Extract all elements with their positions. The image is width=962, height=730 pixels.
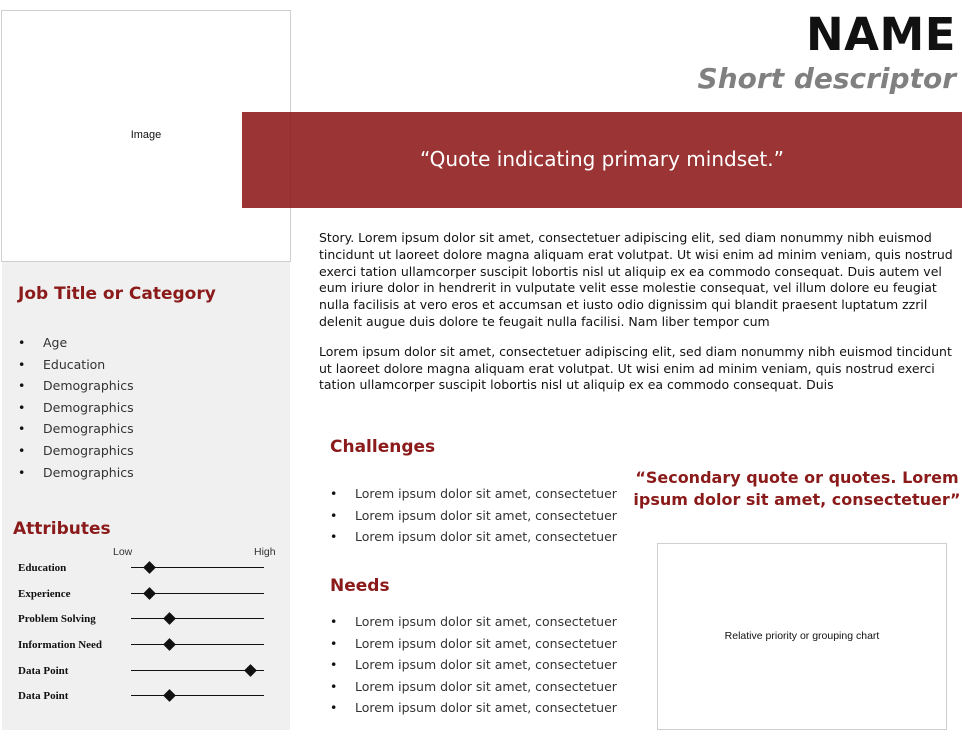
attribute-row bbox=[2, 664, 290, 684]
challenge-item: • Lorem ipsum dolor sit amet, consectetuer bbox=[330, 526, 617, 548]
attribute-row bbox=[2, 587, 290, 607]
attribute-label: Data Point bbox=[18, 665, 69, 677]
attribute-marker bbox=[244, 664, 257, 677]
challenges-list bbox=[330, 483, 617, 548]
attribute-label: Experience bbox=[18, 588, 71, 600]
challenges-title: Challenges bbox=[330, 437, 436, 457]
attribute-label: Education bbox=[18, 562, 67, 574]
attribute-marker bbox=[143, 561, 156, 574]
story-paragraph: Lorem ipsum dolor sit amet, consectetuer adipiscing elit, sed diam nonummy nibh euismod tincidunt ut laoreet dolore magna aliquam erat volutpat. Ut wisi enim ad minim veniam, quis nostrud exerci tation ullamcorper suscipit lobortis nisl ut aliquip ex ea commodo consequat. Duis bbox=[319, 343, 952, 393]
attribute-marker bbox=[163, 612, 176, 625]
persona-name: NAME bbox=[805, 8, 956, 61]
demographic-item: • Demographics bbox=[18, 375, 134, 397]
attribute-label: Problem Solving bbox=[18, 613, 96, 625]
attribute-marker bbox=[143, 587, 156, 600]
scale-high-label: High bbox=[254, 546, 276, 558]
attribute-track bbox=[131, 644, 264, 645]
scale-low-label: Low bbox=[113, 546, 133, 558]
story-paragraph: Story. Lorem ipsum dolor sit amet, consectetuer adipiscing elit, sed diam nonummy nibh euismod tincidunt ut laoreet dolore magna aliquam erat volutpat. Ut wisi enim ad minim veniam, quis nostrud exerci tation ullamcorper suscipit lobortis nisl ut aliquip ex ea commodo consequat. Duis autem vel eum iriure dolor in hendrerit in vulputate velit esse molestie consequat, vel illum dolore eu feugiat nulla facilisis at vero eros et accumsan et iusto odio dignissim qui blandit praesent luptatum zzril delenit augue duis dolore te feugait nulla facilisi. Nam liber tempor cum bbox=[319, 230, 953, 329]
persona-descriptor: Short descriptor bbox=[697, 62, 956, 95]
demographic-item: • Demographics bbox=[18, 418, 134, 440]
demographic-item: • Age bbox=[18, 332, 134, 354]
image-placeholder-label: Image bbox=[130, 129, 162, 141]
need-item: • Lorem ipsum dolor sit amet, consectetuer bbox=[330, 611, 617, 633]
persona-story bbox=[319, 230, 959, 407]
chart-placeholder-label: Relative priority or grouping chart bbox=[724, 630, 880, 642]
attribute-marker bbox=[163, 638, 176, 651]
need-item: • Lorem ipsum dolor sit amet, consectetuer bbox=[330, 697, 617, 719]
attributes-title: Attributes bbox=[13, 519, 111, 539]
attribute-label: Information Need bbox=[18, 639, 103, 651]
job-title: Job Title or Category bbox=[18, 284, 216, 304]
attribute-row bbox=[2, 638, 290, 658]
priority-chart-placeholder bbox=[657, 543, 947, 730]
need-item: • Lorem ipsum dolor sit amet, consectetuer bbox=[330, 676, 617, 698]
challenge-item: • Lorem ipsum dolor sit amet, consectetuer bbox=[330, 483, 617, 505]
needs-list bbox=[330, 611, 617, 719]
demographic-item: • Education bbox=[18, 354, 134, 376]
primary-quote-banner bbox=[242, 112, 962, 208]
demographics-list bbox=[18, 332, 134, 483]
primary-quote: “Quote indicating primary mindset.” bbox=[420, 147, 784, 171]
attribute-label: Data Point bbox=[18, 690, 69, 702]
challenge-item: • Lorem ipsum dolor sit amet, consectetuer bbox=[330, 505, 617, 527]
attribute-row bbox=[2, 561, 290, 581]
persona-sidebar bbox=[2, 262, 290, 730]
attribute-track bbox=[131, 695, 264, 696]
attribute-marker bbox=[163, 689, 176, 702]
demographic-item: • Demographics bbox=[18, 397, 134, 419]
attribute-row bbox=[2, 689, 290, 709]
need-item: • Lorem ipsum dolor sit amet, consectetuer bbox=[330, 633, 617, 655]
need-item: • Lorem ipsum dolor sit amet, consectetuer bbox=[330, 654, 617, 676]
needs-title: Needs bbox=[330, 576, 390, 596]
attribute-row bbox=[2, 612, 290, 632]
demographic-item: • Demographics bbox=[18, 462, 134, 484]
attribute-track bbox=[131, 618, 264, 619]
demographic-item: • Demographics bbox=[18, 440, 134, 462]
secondary-quote: “Secondary quote or quotes. Lorem ipsum dolor sit amet, consectetuer” bbox=[633, 468, 961, 509]
